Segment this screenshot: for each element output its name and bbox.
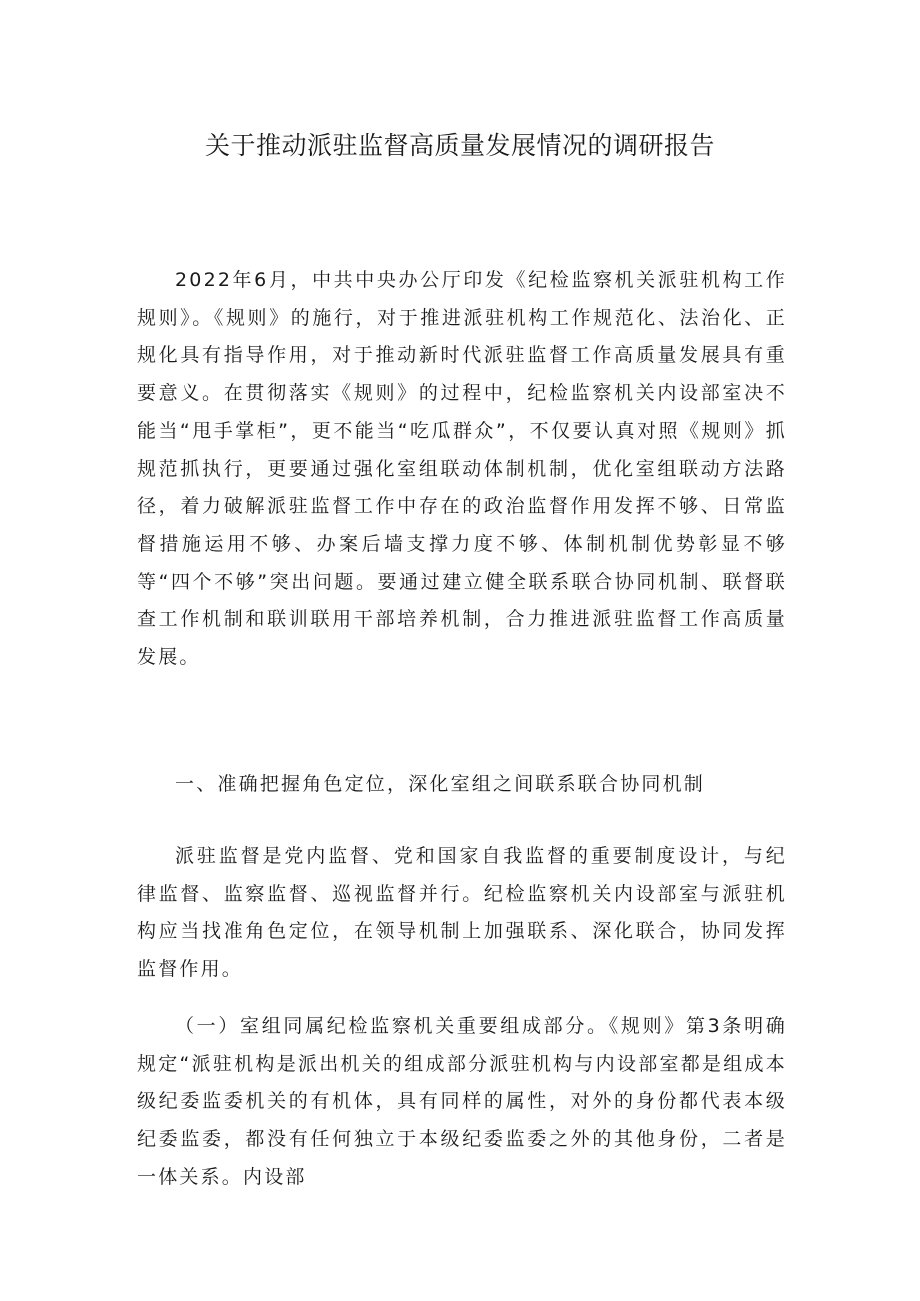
paragraph-subsection-1: （一）室组同属纪检监察机关重要组成部分。《规则》第3条明确规定“派驻机构是派出机关的组成部分派驻机构与内设部室都是组成本级纪委监委机关的有机体，具有同样的属性，对外的身份都代表本级纪委监委，都没有任何独立于本级纪委监委之外的其他身份，二者是一体关系。内设部 — [137, 1015, 787, 1188]
document-title: 关于推动派驻监督高质量发展情况的调研报告 — [204, 131, 715, 160]
section-heading-1: 一、准确把握角色定位，深化室组之间联系联合协同机制 — [175, 773, 706, 795]
paragraph-section-1: 派驻监督是党内监督、党和国家自我监督的重要制度设计，与纪律监督、监察监督、巡视监督并行。纪检监察机关内设部室与派驻机构应当找准角色定位，在领导机制上加强联系、深化联合，协同发挥监督作用。 — [137, 845, 787, 981]
paragraph-intro: 2022年6月，中共中央办公厅印发《纪检监察机关派驻机构工作规则》。《规则》的施行，对于推进派驻机构工作规范化、法治化、正规化具有指导作用，对于推动新时代派驻监督工作高质量发展具有重要意义。在贯彻落实《规则》的过程中，纪检监察机关内设部室决不能当“甩手掌柜”，更不能当“吃瓜群众”，不仅要认真对照《规则》抓规范抓执行，更要通过强化室组联动体制机制，优化室组联动方法路径，着力破解派驻监督工作中存在的政治监督作用发挥不够、日常监督措施运用不够、办案后墙支撑力度不够、体制机制优势彰显不够等“四个不够”突出问题。要通过建立健全联系联合协同机制、联督联查工作机制和联训联用干部培养机制，合力推进派驻监督工作高质量发展。 — [137, 269, 787, 669]
